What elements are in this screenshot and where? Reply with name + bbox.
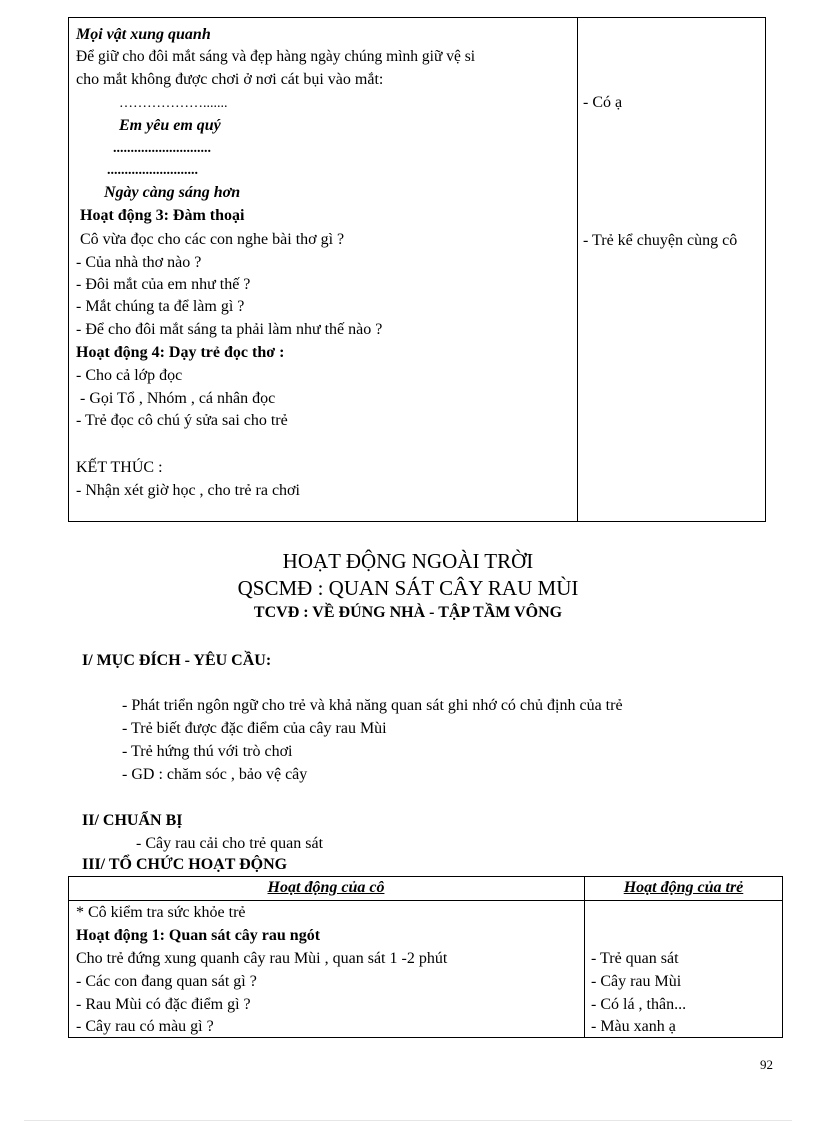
table-line: KẾT THÚC : — [76, 459, 163, 476]
table-row: Hoạt động 1: Quan sát cây rau ngót — [76, 927, 321, 944]
table-line: - Đôi mắt của em như thế ? — [76, 276, 251, 293]
table-row: * Cô kiểm tra sức khỏe trẻ — [76, 904, 246, 921]
table-row: Cho trẻ đứng xung quanh cây rau Mùi , quan sát 1 -2 phút — [76, 950, 448, 967]
section-heading: I/ MỤC ĐÍCH - YÊU CẦU: — [82, 652, 272, 669]
child-activity: - Màu xanh ạ — [591, 1018, 676, 1035]
section-heading: III/ TỔ CHỨC HOẠT ĐỘNG — [82, 856, 288, 873]
page-subtitle-2: TCVĐ : VỀ ĐÚNG NHÀ - TẬP TẦM VÔNG — [253, 604, 563, 621]
child-activity: - Trẻ kể chuyện cùng cô — [583, 232, 738, 249]
table-line: - Để cho đôi mắt sáng ta phải làm như thế nào ? — [76, 321, 383, 338]
table-line: Hoạt động 3: Đàm thoại — [80, 207, 245, 224]
table-line: - Gọi Tổ , Nhóm , cá nhân đọc — [80, 390, 276, 407]
list-item: - Trẻ hứng thú với trò chơi — [122, 743, 293, 760]
page-subtitle: QSCMĐ : QUAN SÁT CÂY RAU MÙI — [237, 576, 579, 600]
table-row: - Cây rau có màu gì ? — [76, 1018, 214, 1035]
table-line: - Của nhà thơ nào ? — [76, 254, 202, 271]
column-header: Hoạt động của cô — [267, 879, 385, 896]
table-line: Ngày càng sáng hơn — [104, 184, 241, 201]
table-line: - Mắt chúng ta để làm gì ? — [76, 298, 245, 315]
section-heading: II/ CHUẨN BỊ — [82, 812, 183, 829]
list-item: - GD : chăm sóc , bảo vệ cây — [122, 766, 308, 783]
list-item: - Cây rau cải cho trẻ quan sát — [136, 835, 324, 852]
page-title: HOẠT ĐỘNG NGOÀI TRỜI — [282, 549, 534, 573]
table-line: .......................... — [107, 163, 198, 178]
table-line: - Cho cả lớp đọc — [76, 367, 183, 384]
table-line: ………………....... — [119, 96, 228, 111]
table-line: Mọi vật xung quanh — [76, 26, 211, 43]
table-line: - Nhận xét giờ học , cho trẻ ra chơi — [76, 482, 300, 499]
table-line: Cô vừa đọc cho các con nghe bài thơ gì ? — [80, 231, 345, 248]
table-line: Để giữ cho đôi mắt sáng và đẹp hàng ngày chúng mình giữ vệ si — [76, 48, 476, 65]
footer-divider — [24, 1120, 792, 1121]
table-row: - Rau Mùi có đặc điểm gì ? — [76, 996, 251, 1013]
table-row: - Các con đang quan sát gì ? — [76, 973, 257, 990]
activity-table-header-line — [68, 900, 783, 901]
table-line: - Trẻ đọc cô chú ý sửa sai cho trẻ — [76, 412, 288, 429]
table-line: Em yêu em quý — [119, 117, 221, 134]
list-item: - Trẻ biết được đặc điểm của cây rau Mùi — [122, 720, 387, 737]
child-activity: - Trẻ quan sát — [591, 950, 679, 967]
column-header: Hoạt động của trẻ — [623, 879, 744, 896]
child-activity: - Có ạ — [583, 94, 623, 111]
top-table-divider — [577, 17, 578, 522]
table-line: ............................ — [113, 141, 211, 156]
page-number: 92 — [760, 1057, 773, 1072]
child-activity: - Có lá , thân... — [591, 996, 687, 1013]
table-line: cho mắt không được chơi ở nơi cát bụi vào mắt: — [76, 71, 384, 88]
list-item: - Phát triển ngôn ngữ cho trẻ và khả năng quan sát ghi nhớ có chủ định của trẻ — [122, 697, 623, 714]
child-activity: - Cây rau Mùi — [591, 973, 682, 990]
table-line: Hoạt động 4: Dạy trẻ đọc thơ : — [76, 344, 285, 361]
